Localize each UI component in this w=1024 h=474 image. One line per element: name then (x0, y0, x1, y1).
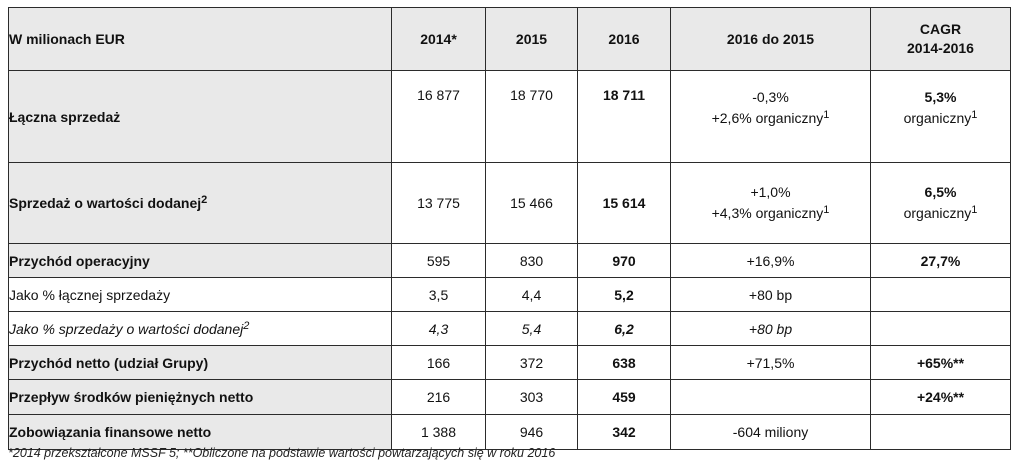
header-2016: 2016 (578, 8, 671, 71)
cagr-line2: organiczny$^1$ (903, 204, 978, 221)
row-label: Przychód netto (udział Grupy) (9, 346, 392, 380)
change-line1: -0,3% (752, 89, 789, 105)
value-change (671, 380, 871, 415)
cagr-line2: organiczny$^1$ (903, 109, 978, 126)
value-2016: 15 614 (578, 163, 671, 244)
financial-table (8, 7, 1011, 450)
cagr-line1: 6,5% (924, 184, 957, 200)
value-cagr (871, 415, 1011, 450)
value-change: +71,5% (671, 346, 871, 380)
cagr-line1: 5,3% (924, 89, 957, 105)
value-2016: 459 (578, 380, 671, 415)
table-row (9, 71, 1011, 163)
value-2014: 166 (392, 346, 486, 380)
header-change: 2016 do 2015 (671, 8, 871, 71)
value-2016: 6,2 (578, 312, 671, 346)
value-cagr: 27,7% (871, 244, 1011, 278)
value-2016: 638 (578, 346, 671, 380)
header-row (9, 8, 1011, 71)
value-change: +80 bp (671, 278, 871, 312)
value-cagr (871, 163, 1011, 244)
value-2014: 3,5 (392, 278, 486, 312)
table-row (9, 312, 1011, 346)
value-2014: 13 775 (392, 163, 486, 244)
table-row (9, 415, 1011, 450)
value-2015: 830 (486, 244, 578, 278)
value-2014: 16 877 (392, 71, 486, 163)
header-label: W milionach EUR (9, 8, 392, 71)
header-cagr (871, 8, 1011, 71)
table-row (9, 244, 1011, 278)
row-label: Przychód operacyjny (9, 244, 392, 278)
header-cagr-line1: CAGR (919, 21, 962, 37)
value-cagr (871, 278, 1011, 312)
value-2014: 4,3 (392, 312, 486, 346)
row-label: Jako % sprzedaży o wartości dodanej$^2$ (9, 312, 392, 346)
value-2016: 342 (578, 415, 671, 450)
value-2014: 595 (392, 244, 486, 278)
table-row (9, 346, 1011, 380)
table-row (9, 278, 1011, 312)
value-cagr (871, 71, 1011, 163)
value-2015: 946 (486, 415, 578, 450)
value-2015: 5,4 (486, 312, 578, 346)
value-change: +16,9% (671, 244, 871, 278)
value-2015: 4,4 (486, 278, 578, 312)
row-label: Łączna sprzedaż (9, 71, 392, 163)
change-line1: +1,0% (750, 184, 791, 200)
table-row (9, 163, 1011, 244)
value-change (671, 163, 871, 244)
change-line2: +2,6% organiczny$^1$ (711, 109, 830, 126)
value-cagr: +65%** (871, 346, 1011, 380)
value-cagr (871, 312, 1011, 346)
footnote: *2014 przekształcone MSSF 5; **Obliczone na podstawie wartości powtarzających się w roku 2016 (8, 446, 556, 460)
value-2014: 216 (392, 380, 486, 415)
change-line2: +4,3% organiczny$^1$ (711, 204, 830, 221)
row-label: Jako % łącznej sprzedaży (9, 278, 392, 312)
value-cagr: +24%** (871, 380, 1011, 415)
value-2015: 303 (486, 380, 578, 415)
value-change: -604 miliony (671, 415, 871, 450)
table-row (9, 380, 1011, 415)
value-2015: 372 (486, 346, 578, 380)
value-2016: 5,2 (578, 278, 671, 312)
value-2015: 18 770 (486, 71, 578, 163)
row-label: Zobowiązania finansowe netto (9, 415, 392, 450)
row-label: Przepływ środków pieniężnych netto (9, 380, 392, 415)
header-2014: 2014* (392, 8, 486, 71)
value-2016: 18 711 (578, 71, 671, 163)
value-2014: 1 388 (392, 415, 486, 450)
header-cagr-line2: 2014-2016 (907, 40, 974, 56)
value-2016: 970 (578, 244, 671, 278)
value-change (671, 71, 871, 163)
value-change: +80 bp (671, 312, 871, 346)
header-2015: 2015 (486, 8, 578, 71)
value-2015: 15 466 (486, 163, 578, 244)
row-label: Sprzedaż o wartości dodanej$^2$ (9, 163, 392, 244)
